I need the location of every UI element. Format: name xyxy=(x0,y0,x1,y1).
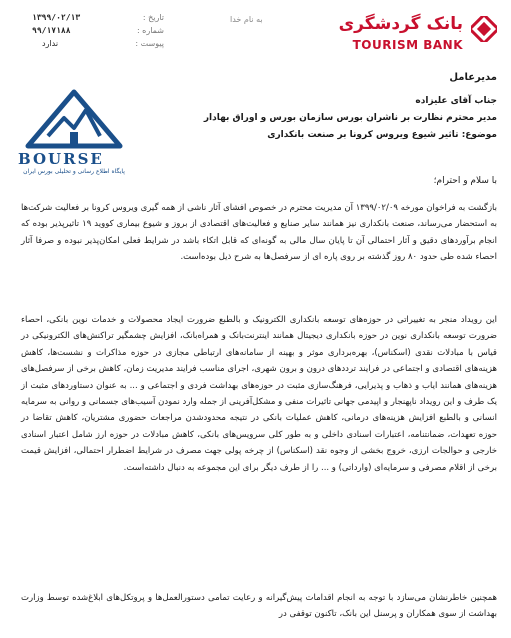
tourism-bank-emblem-icon xyxy=(471,16,497,42)
bank-name-persian: بانک گردشگری xyxy=(338,14,463,34)
bourse-logo xyxy=(14,88,134,180)
bank-logo xyxy=(337,14,497,58)
bourse-wordmark: BOURSE xyxy=(18,150,104,168)
attach-value: ندارد xyxy=(42,39,59,48)
number-label: شماره : xyxy=(136,26,164,35)
recipient-line: جناب آقای علیزاده xyxy=(415,96,497,106)
subject-line: موضوع: تاثیر شیوع ویروس کرونا بر صنعت بانکداری xyxy=(267,130,497,140)
date-value: ۱۳۹۹/۰۲/۱۳ xyxy=(32,13,81,22)
greeting: با سلام و احترام؛ xyxy=(433,176,497,186)
attach-label: پیوست : xyxy=(135,39,164,48)
position-line: مدیر محترم نظارت بر ناشران بورس سازمان بورس و اوراق بهادار xyxy=(203,113,497,123)
meta-number-row xyxy=(14,26,164,39)
besmeh-text: به نام خدا xyxy=(230,15,263,24)
meta-attach-row xyxy=(14,39,164,52)
paragraph-1 xyxy=(21,200,497,266)
letter-meta xyxy=(14,13,164,52)
sender-title: مدیرعامل xyxy=(449,72,497,83)
number-value: ۹۹/۱۷۱۸۸ xyxy=(32,26,71,35)
paragraph-2 xyxy=(21,312,497,476)
paragraph-text: بازگشت به فراخوان مورخه ۱۳۹۹/۰۲/۰۹ آن مدیریت محترم در خصوص افشای آثار ناشی از همه گیری ویروس کرونا بر فعالیت شرکت‌ها به استحضار می‌رساند، صنعت بانکداری نیز همانند سایر صنایع و فعالیت‌های اقتصادی از بروز و شیوع بیماری کووید ۱۹ تاثیرپذیر بوده که انجام برآوردهای دقیق و آثار احتمالی آن تا پایان سال مالی به گونه‌ای که قابل اتکاء باشد در شرایط فعلی امکان‌پذیر نبوده و صرفا آثار احصاء شده طی حدود ۸۰ روز گذشته بر روی پاره ای از سرفصل‌ها به شرح ذیل بوده‌است. xyxy=(21,203,498,263)
paragraph-text: همچنین خاطرنشان می‌سازد با توجه به انجام اقدامات پیش‌گیرانه و رعایت تمامی دستورالعمل‌ها و پروتکل‌های ابلاغ‌شده توسط وزارت بهداشت از سوی همکاران و پرسنل این بانک، تاکنون توقفی در xyxy=(21,593,497,620)
paragraph-text: این رویداد منجر به تغییراتی در حوزه‌های توسعه بانکداری الکترونیک و بالطبع ضرورت ایجاد محصولات و خدمات نوین بانکی، احصاء ضرورت توسعه بانکداری نوین در حوزه بانکداری دیجیتال همانند اینترنت‌بانک و همراه‌بانک، افزایش چشمگیر تراکنش‌های الکترونیکی در قیاس با مبادلات نقدی (اسکناس)، بهره‌برداری موثر و بهینه از سامانه‌های ارتباطی مجازی در حوزه مذاکرات و نشست‌ها، کاهش هزینه‌های اقتصادی و اجتماعی در فرایند ترددهای درون و برون شهری، اجرای مناسب فرایند مدیریت زمان، کاهش برخی از سرفصل‌های هزینه‌های همانند ایاب و ذهاب و پذیرایی، فرهنگ‌سازی مثبت در حوزه‌های بهداشت فردی و اجتماعی و ... به عنوان دستاوردهای مثبت از یک طرف و این رویداد ناپهنجار و اپیدمی جهانی تاثیرات منفی و مشکل‌آفرینی از جمله وارد نمودن آسیب‌های جسمانی و روانی به سرمایه انسانی و بالطبع افزایش هزینه‌های درمانی، کاهش عملیات بانکی در نتیجه محدودشدن مراجعات حضوری مشتریان، کاهش تقاضا در حوزه تعهدات، ضمانتنامه، اعتبارات اسنادی داخلی و به طور کلی سرویس‌های بانکی، کاهش مبادلات در حوزه ارز شامل اعتبار اسنادی خارجی و حوالجات ارزی، خروج بخشی از وجوه نقد (اسکناس) از چرخه پولی جهت مصرف در شرایط اضطرار احتمالی، افزایش قیمت برخی از اقلام مصرفی و سرمایه‌ای (وارداتی) و ... را از طرف دیگر برای این مجموعه به دنبال داشته‌است. xyxy=(21,315,497,473)
meta-date-row xyxy=(14,13,164,26)
date-label: تاریخ : xyxy=(142,13,164,22)
paragraph-3 xyxy=(21,590,497,623)
bourse-caption: پایگاه اطلاع رسانی و تحلیلی بورس ایران xyxy=(23,168,125,175)
bourse-emblem-icon xyxy=(14,88,134,150)
bank-name-english: TOURISM BANK xyxy=(352,38,463,52)
